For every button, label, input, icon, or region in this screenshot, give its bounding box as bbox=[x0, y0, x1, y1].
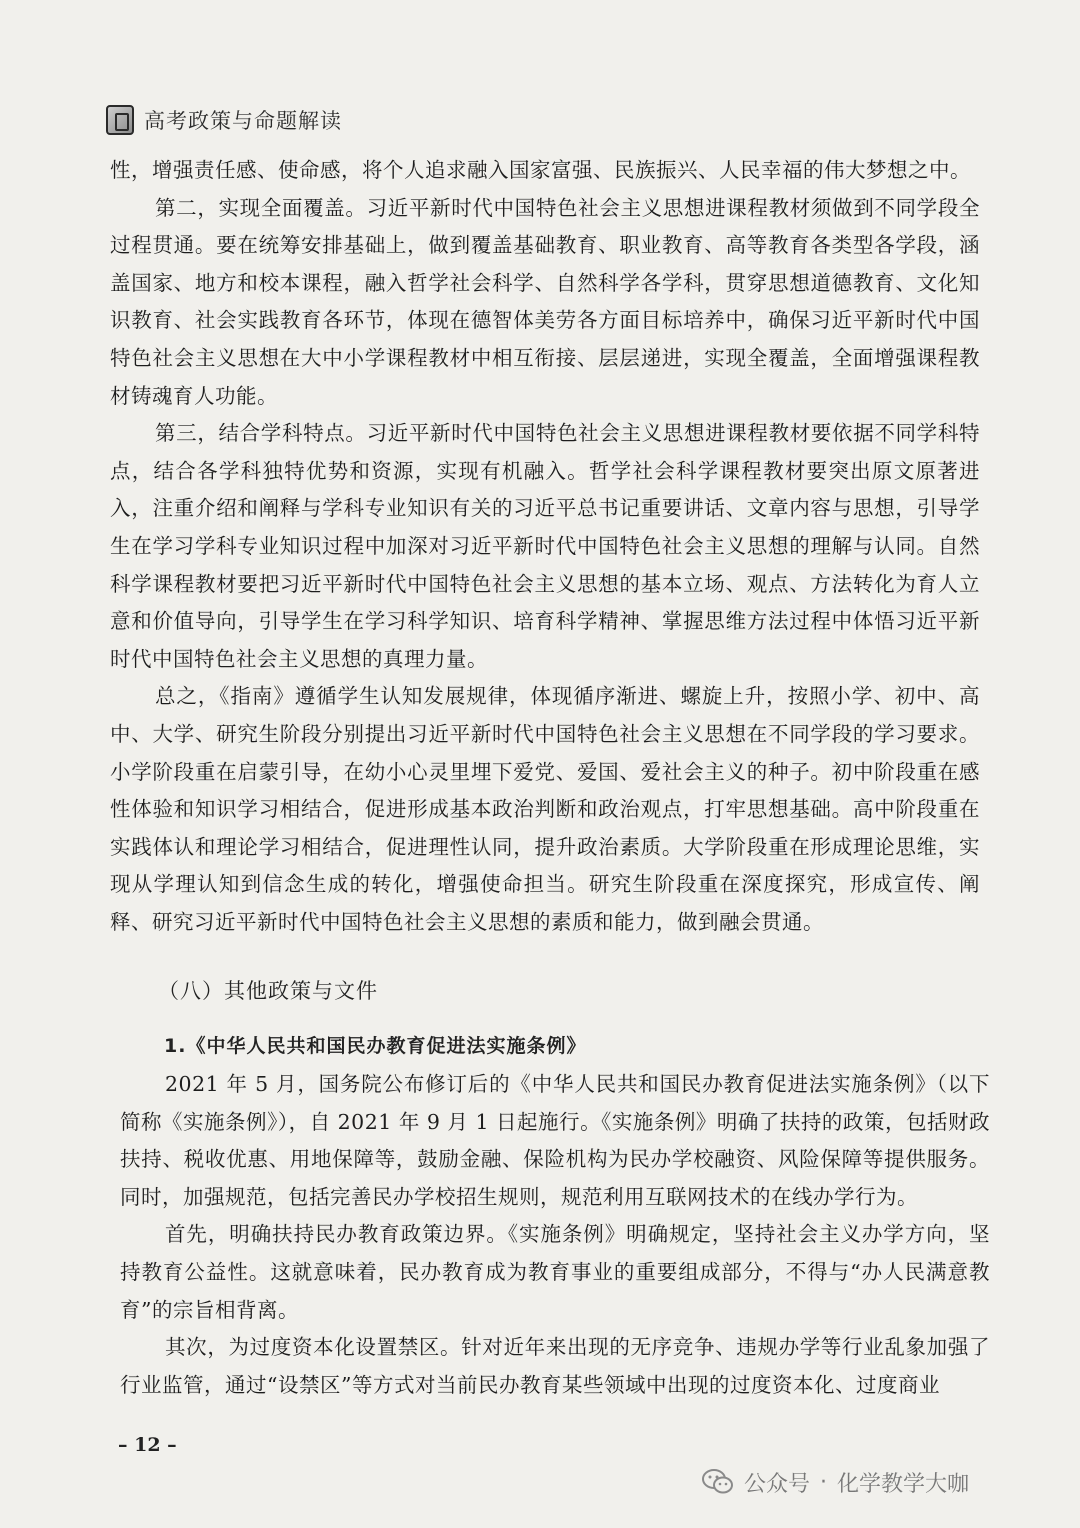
book-icon bbox=[106, 105, 134, 135]
page-number: – 12 – bbox=[118, 1434, 177, 1456]
running-header bbox=[106, 100, 342, 140]
paragraph: 总之，《指南》遵循学生认知发展规律，体现循序渐进、螺旋上升，按照小学、初中、高中、大学、研究生阶段分别提出习近平新时代中国特色社会主义思想在不同学段的学习要求。小学阶段重在启蒙引导，在幼小心灵里埋下爱党、爱国、爱社会主义的种子。初中阶段重在感性体验和知识学习相结合，促进形成基本政治判断和政治观点，打牢思想基础。高中阶段重在实践体认和理论学习相结合，促进理性认同，提升政治素质。大学阶段重在形成理论思维，实现从学理认知到信念生成的转化，增强使命担当。研究生阶段重在深度探究，形成宣传、阐释、研究习近平新时代中国特色社会主义思想的素质和能力，做到融会贯通。 bbox=[110, 684, 980, 934]
body-text-lower bbox=[120, 1066, 990, 1404]
paragraph: 其次，为过度资本化设置禁区。针对近年来出现的无序竞争、违规办学等行业乱象加强了行业监管，通过“设禁区”等方式对当前民办教育某些领域中出现的过度资本化、过度商业 bbox=[120, 1335, 990, 1397]
paragraph: 2021 年 5 月，国务院公布修订后的《中华人民共和国民办教育促进法实施条例》（以下简称《实施条例》），自 2021 年 9 月 1 日起施行。《实施条例》明确了扶持的政策，包括财政扶持、税收优惠、用地保障等，鼓励金融、保险机构为民办学校融资、风险保障等提供服务。同时，加强规范，包括完善民办学校招生规则，规范利用互联网技术的在线办学行为。 bbox=[120, 1072, 990, 1209]
watermark-label: 公众号 bbox=[744, 1471, 811, 1497]
section-heading: （八）其他政策与文件 bbox=[158, 979, 378, 1003]
paragraph: 首先，明确扶持民办教育政策边界。《实施条例》明确规定，坚持社会主义办学方向，坚持教育公益性。这就意味着，民办教育成为教育事业的重要组成部分，不得与“办人民满意教育”的宗旨相背离。 bbox=[120, 1222, 990, 1322]
watermark-separator: · bbox=[820, 1469, 828, 1495]
paragraph: 第二，实现全面覆盖。习近平新时代中国特色社会主义思想进课程教材须做到不同学段全过程贯通。要在统筹安排基础上，做到覆盖基础教育、职业教育、高等教育各类型各学段，涵盖国家、地方和校本课程，融入哲学社会科学、自然科学各学科，贯穿思想道德教育、文化知识教育、社会实践教育各环节，体现在德智体美劳各方面目标培养中，确保习近平新时代中国特色社会主义思想在大中小学课程教材中相互衔接、层层递进，实现全覆盖，全面增强课程教材铸魂育人功能。 bbox=[110, 195, 980, 408]
wechat-icon bbox=[702, 1468, 734, 1496]
watermark bbox=[702, 1462, 969, 1502]
running-header-title: 高考政策与命题解读 bbox=[144, 109, 342, 133]
watermark-account-name: 化学教学大咖 bbox=[837, 1471, 970, 1497]
paragraph: 性，增强责任感、使命感，将个人追求融入国家富强、民族振兴、人民幸福的伟大梦想之中。 bbox=[110, 158, 971, 182]
paragraph: 第三，结合学科特点。习近平新时代中国特色社会主义思想进课程教材要依据不同学科特点，结合各学科独特优势和资源，实现有机融入。哲学社会科学课程教材要突出原文原著进入，注重介绍和阐释与学科专业知识有关的习近平总书记重要讲话、文章内容与思想，引导学生在学习学科专业知识过程中加深对习近平新时代中国特色社会主义思想的理解与认同。自然科学课程教材要把习近平新时代中国特色社会主义思想的基本立场、观点、方法转化为育人立意和价值导向，引导学生在学习科学知识、培育科学精神、掌握思维方法过程中体悟习近平新时代中国特色社会主义思想的真理力量。 bbox=[110, 421, 980, 671]
sub-heading: 1.《中华人民共和国民办教育促进法实施条例》 bbox=[164, 1035, 587, 1057]
body-text-upper bbox=[110, 152, 980, 941]
